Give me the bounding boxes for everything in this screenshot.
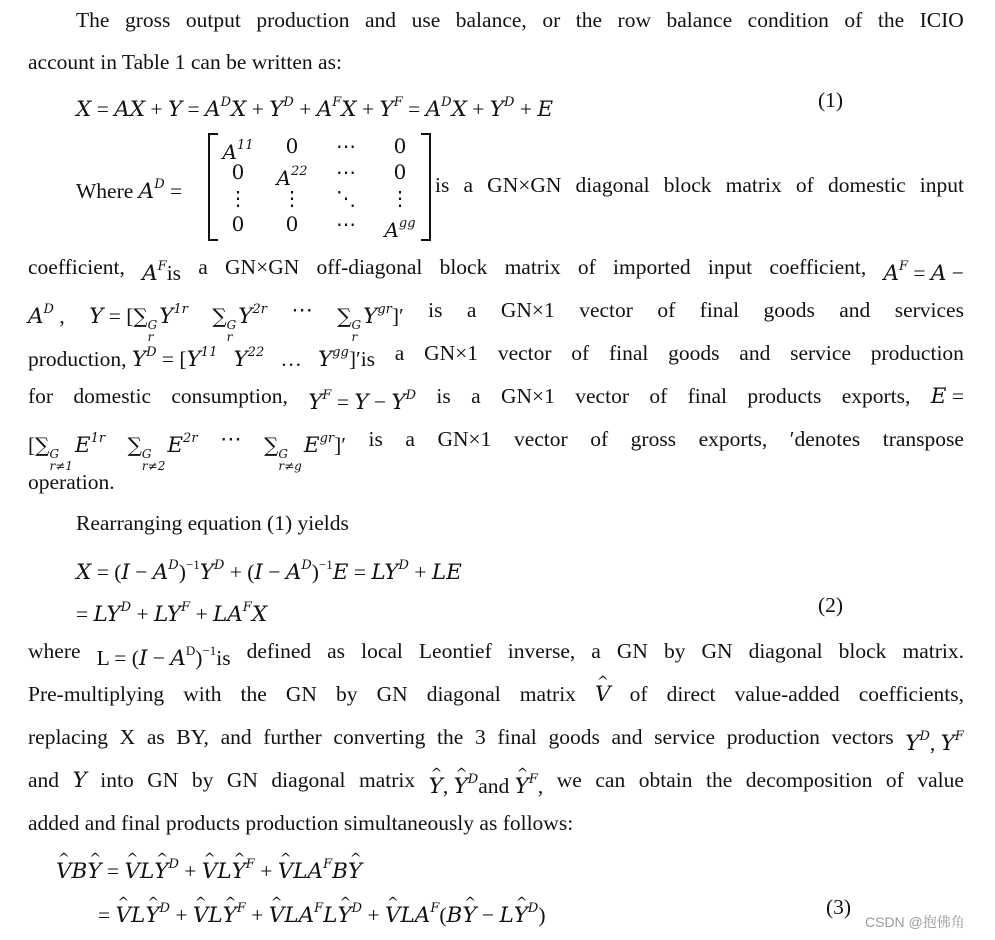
paragraph-line-10: operation. [28, 470, 115, 494]
paragraph-line-7: production, $Y^D = [Y^{11}$ $Y^{22}$ … $Y^{gg}]'is$ a GN×1 vector of final goods and service production [28, 341, 964, 372]
matrix-cell: ⋯ [336, 160, 356, 184]
matrix-cell: 0 [231, 160, 245, 184]
paragraph-line-16: replacing X as BY, and further converting the 3 final goods and service production vectors $Y^D$, $Y^F$ [28, 725, 964, 756]
equation-2-number: (2) [818, 593, 844, 617]
paragraph-line-17: and Y into GN by GN diagonal matrix ^ Y, ^ $Y^Dand$ ^ $Y^F$, we can obtain the decomposition of value [28, 765, 964, 802]
paragraph-line-18: added and final products production simultaneously as follows: [28, 811, 574, 835]
matrix-cell: 0 [393, 134, 407, 158]
where-label: Where $A^D$ = [76, 177, 183, 204]
paragraph-line-2: account in Table 1 can be written as: [28, 50, 342, 74]
equation-1: X = AX + $Y = A^DX + Y^D + A^FX + Y^F = A^DX + Y^D + E$ [76, 95, 554, 122]
matrix-cell: ⋱ [336, 186, 356, 210]
matrix-cell: $A^{22}$ [276, 164, 308, 190]
paragraph-line-11: Rearranging equation (1) yields [76, 511, 349, 535]
matrix-cell: $A^{gg}$ [384, 216, 416, 242]
equation-1-number: (1) [818, 88, 844, 112]
equation-3a: ^ VB^ Y = ^ VL^ $Y^D$ + ^ VL^ $Y^F$ + ^ $VLA^FB\^{}$ Y [56, 850, 992, 887]
paragraph-line-15: Pre-multiplying with the GN by GN diagonal matrix ^ V of direct value-added coefficients, [28, 679, 964, 710]
where-tail: is a GN×GN diagonal block matrix of domestic input [435, 173, 964, 197]
matrix-cell: ⋮ [282, 186, 302, 210]
matrix-cell: 0 [285, 212, 299, 236]
paragraph-line-5: coefficient, $A^Fis$ a GN×GN off-diagonal block matrix of imported input coefficient, $A^F = A$ − [28, 255, 964, 286]
equation-2b: = $LY^D + LY^F + LA^FX$ [76, 600, 268, 627]
watermark: CSDN @抱佛角 [865, 914, 965, 930]
equation-3b: = ^ VL^ $Y^D$ + ^ VL^ $Y^F$ + ^ $VLA^FL\^{}$ $Y^D$ + ^ $VLA^F(B\^{}$ Y − L^ $Y^D$) [98, 894, 995, 931]
paragraph-line-14: where $L = (I - A^D)^{-1}is$ defined as local Leontief inverse, a GN by GN diagonal block matrix. [28, 639, 964, 671]
matrix-right-bracket [421, 133, 431, 241]
equation-3-number: (3) [826, 895, 852, 919]
paragraph-line-8: for domestic consumption, $Y^F = Y - Y^D$ is a GN×1 vector of final products exports, E = [28, 384, 964, 415]
matrix-cell: ⋮ [390, 186, 410, 210]
matrix-cell: 0 [231, 212, 245, 236]
matrix-cell: ⋯ [336, 134, 356, 158]
paragraph-line-1: The gross output production and use balance, or the row balance condition of the ICIO [76, 8, 964, 32]
paragraph-line-9: [∑ G r≠1 $E^{1r}$ ∑ G r≠2 $E^{2r}$ ⋯ ∑ G r≠g $E^{gr}]'$ is a GN×1 vector of gross exports, ′denotes transpose [28, 427, 964, 473]
matrix-cell: ⋮ [228, 186, 248, 210]
paragraph-line-6: $A^D$ , Y = [∑ G r $Y^{1r}$ ∑ G r $Y^{2r}$ ⋯ ∑ G r $Y^{gr}]'$ is a GN×1 vector of final goods and services [28, 298, 964, 344]
matrix-cell: 0 [285, 134, 299, 158]
equation-2a: $X = (I - A^D)^{-1}Y^D + (I - A^D)^{-1}E = LY^D$ + LE [76, 557, 462, 585]
diagonal-block-matrix [212, 133, 420, 242]
matrix-cell: ⋯ [336, 212, 356, 236]
matrix-cell: 0 [393, 160, 407, 184]
matrix-cell: $A^{11}$ [222, 138, 254, 164]
